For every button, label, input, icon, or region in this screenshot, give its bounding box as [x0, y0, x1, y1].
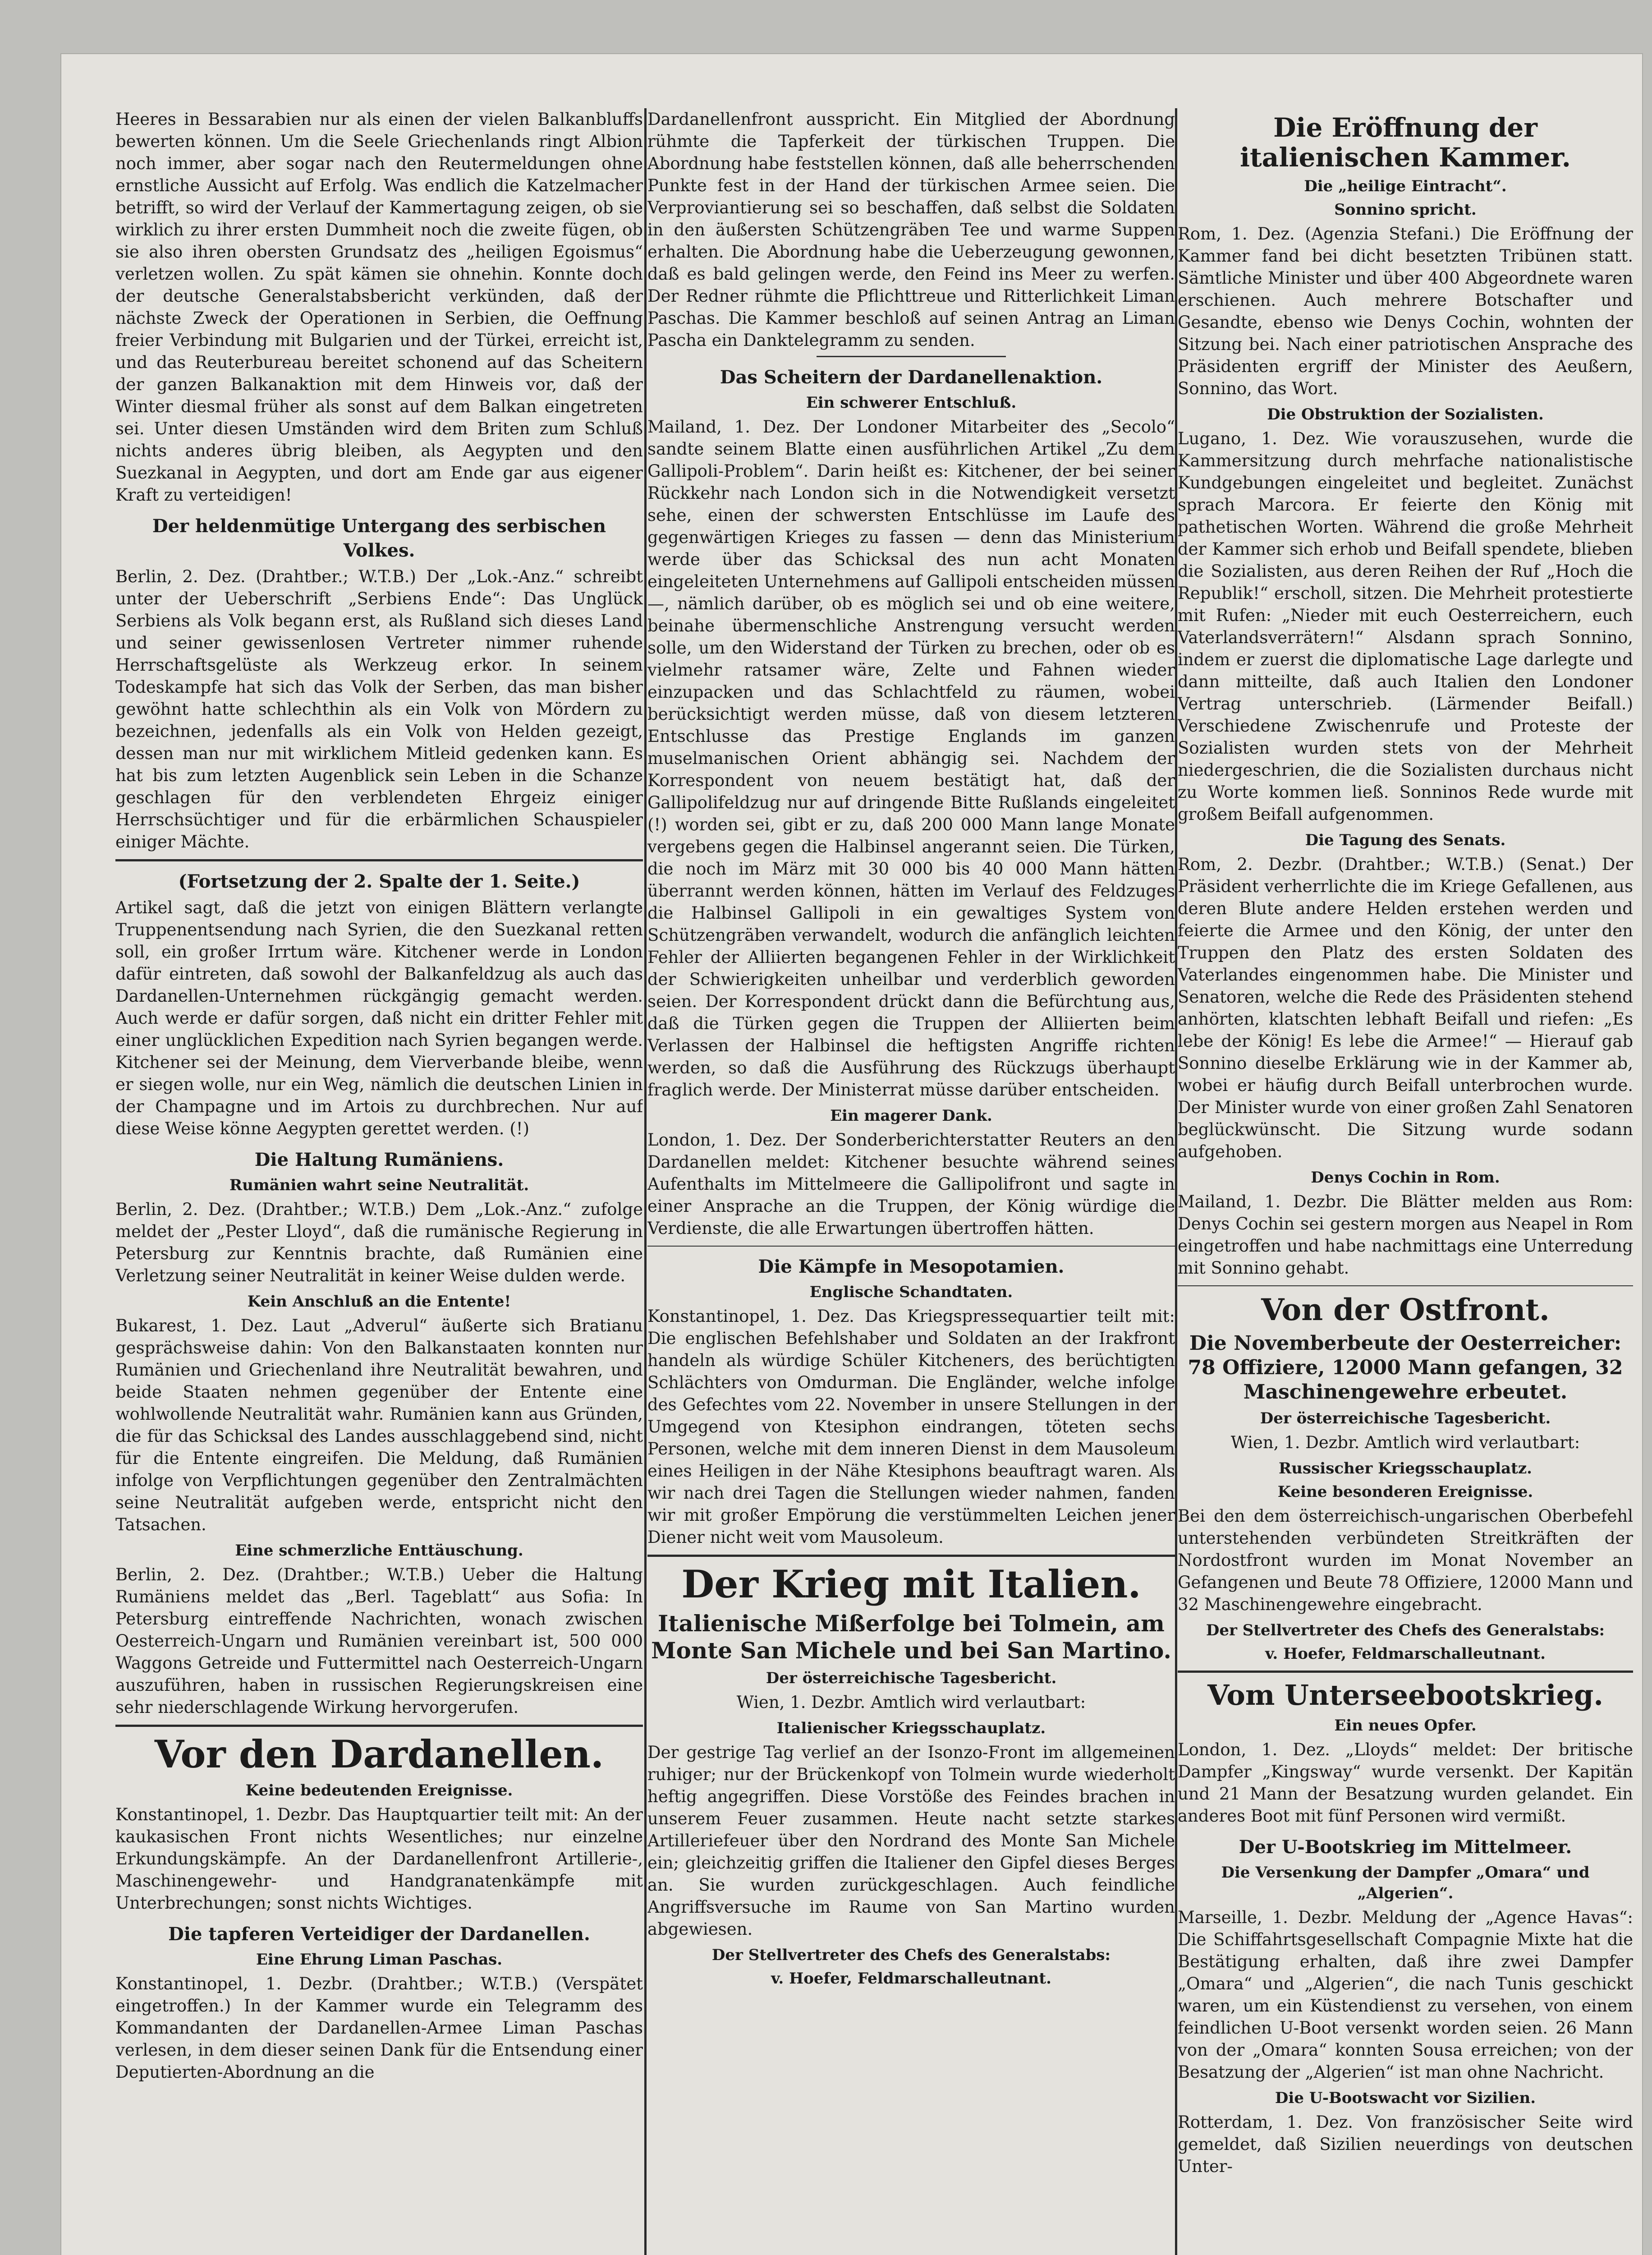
article-paragraph: Rotterdam, 1. Dez. Von französischer Seite wird gemeldet, daß Sizilien neuerdings von deutschen Unter- [1178, 2112, 1633, 2176]
subheadline: Ein neues Opfer. [1334, 1717, 1477, 1735]
article-paragraph: Wien, 1. Dezbr. Amtlich wird verlautbart: [736, 1693, 1086, 1712]
newspaper-page [61, 54, 1642, 2255]
subheadline: Ein magerer Dank. [830, 1107, 992, 1125]
subheadline: Ein schwerer Entschluß. [806, 394, 1017, 412]
subheadline: Eine schmerzliche Enttäuschung. [235, 1542, 523, 1560]
headline-scheitern: Das Scheitern der Dardanellenaktion. [720, 367, 1103, 388]
divider [1178, 1285, 1633, 1286]
headline-rumaenien: Die Haltung Rumäniens. [254, 1149, 504, 1170]
subheadline: Die „heilige Eintracht“. [1304, 177, 1507, 195]
headline-kammer: Die Eröffnung der italienischen Kammer. [1239, 112, 1571, 173]
article-paragraph: Mailand, 1. Dezbr. Die Blätter melden aus Rom: Denys Cochin sei gestern morgen aus Neapel in Rom eingetroffen und habe nachmittags eine Unterredung mit Sonnino gehabt. [1178, 1192, 1633, 1278]
headline-ostfront-sub: Die Novemberbeute der Oesterreicher: 78 Offiziere, 12000 Mann gefangen, 32 Maschinengewehre erbeutet. [1188, 1332, 1623, 1404]
headline-serben: Der heldenmütige Untergang des serbischen Volkes. [152, 515, 606, 561]
article-paragraph: Bei den dem österreichisch-ungarischen Oberbefehl unterstehenden verbündeten Streitkräften der Nordostfront wurden im Monat November an Gefangenen und Beute 78 Offiziere, 12000 Mann und 32 Maschinengewehre eingebracht. [1178, 1506, 1633, 1614]
article-paragraph: Lugano, 1. Dez. Wie vorauszusehen, wurde die Kammersitzung durch mehrfache nationalistische Kundgebungen eingeleitet und begleitet. Zunächst sprach Marcora. Er feierte den König mit pathetischen Worten. Während die große Mehrheit der Kammer sich erhob und Beifall spendete, blieben die Sozialisten, aus deren Reihen der Ruf „Hoch die Republik!“ erscholl, sitzen. Die Mehrheit protestierte mit Rufen: „Nieder mit euch Oesterreichern, euch Vaterlandsverrätern!“ Alsdann sprach Sonnino, indem er zuerst die diplomatische Lage darlegte und dann mitteilte, daß auch Italien den Londoner Vertrag unterschrieb. (Lärmender Beifall.) Verschiedene Zwischenrufe und Proteste der Sozialisten wurden stets von der Mehrheit niedergeschrien, die die Sozialisten durchaus nicht zu Worte kommen ließ. Sonninos Rede wurde mit großem Beifall aufgenommen. [1178, 429, 1633, 824]
subheadline: Englische Schandtaten. [809, 1283, 1013, 1301]
article-paragraph: Berlin, 2. Dez. (Drahtber.; W.T.B.) Ueber die Haltung Rumäniens meldet das „Berl. Tageblatt“ aus Sofia: In Petersburg eintreffende Nachrichten, wonach zwischen Oesterreich-Ungarn und Rumänien vereinbart ist, 500 000 Waggons Getreide und Futtermittel nach Oesterreich-Ungarn auszuführen, haben in russischen Regierungskreisen eine sehr niederschlagende Wirkung hervorgerufen. [115, 1565, 643, 1717]
article-paragraph: Konstantinopel, 1. Dezbr. (Drahtber.; W.T.B.) (Verspätet eingetroffen.) In der Kammer wurde ein Telegramm des Kommandanten der Dardanellen-Armee Liman Paschas verlesen, in dem dieser seinen Dank für die Entsendung einer Deputierten-Abordnung an die [115, 1974, 643, 2082]
signature-name: v. Hoefer, Feldmarschalleutnant. [771, 1970, 1051, 1988]
subheadline: Die Versenkung der Dampfer „Omara“ und „Algerien“. [1221, 1864, 1590, 1902]
headline-mittelmeer: Der U-Bootskrieg im Mittelmeer. [1239, 1836, 1572, 1858]
subheadline: Italienischer Kriegsschauplatz. [776, 1719, 1046, 1737]
signature-line: Der Stellvertreter des Chefs des Generalstabs: [711, 1946, 1111, 1964]
article-paragraph: Marseille, 1. Dezbr. Meldung der „Agence Havas“: Die Schiffahrtsgesellschaft Compagnie Mixte hat die Bestätigung erhalten, daß ihre zwei Dampfer „Omara“ und „Algerien“, die nach Tunis geschickt waren, um ein Küstendienst zu versehen, von einem feindlichen U-Boot versenkt worden seien. 26 Mann von der „Omara“ konnten Sousa erreichen; von der Besatzung der „Algerien“ ist man ohne Nachricht. [1178, 1908, 1633, 2082]
headline-unterseeboot: Vom Unterseebootskrieg. [1207, 1679, 1603, 1712]
headline-fortsetzung: (Fortsetzung der 2. Spalte der 1. Seite.) [178, 871, 580, 892]
subheadline: Der österreichische Tagesbericht. [766, 1669, 1057, 1687]
signature-name: v. Hoefer, Feldmarschalleutnant. [1265, 1645, 1546, 1663]
subheadline: Die U-Bootswacht vor Sizilien. [1275, 2089, 1536, 2107]
column-rule [1175, 108, 1177, 2255]
column-rule [644, 108, 647, 2255]
article-paragraph: Artikel sagt, daß die jetzt von einigen Blättern verlangte Truppenentsendung nach Syrien, die den Suezkanal retten soll, ein großer Irrtum wäre. Kitchener werde in London dafür eintreten, daß sowohl der Balkanfeldzug als auch das Dardanellen-Unternehmen rückgängig gemacht werden. Auch werde er dafür sorgen, daß nicht ein dritter Fehler mit einer unglücklichen Expedition nach Syrien begangen werde. Kitchener sei der Meinung, dem Vierverbande bleibe, wenn er siegen wolle, nur ein Weg, nämlich die deutschen Linien in der Champagne und im Artois zu durchbrechen. Nur auf diese Weise könne Aegypten gerettet werden. (!) [115, 898, 643, 1138]
article-paragraph: Rom, 2. Dezbr. (Drahtber.; W.T.B.) (Senat.) Der Präsident verherrlichte die im Kriege Gefallenen, aus deren Blute andere Helden erstehen werden und feierte die Armee und den König, der unter den Truppen den Platz des ersten Soldaten des Vaterlandes eingenommen habe. Die Minister und Senatoren, welche die Rede des Präsidenten stehend anhörten, klatschten lebhaft Beifall und riefen: „Es lebe der König! Es lebe die Armee!“ — Hierauf gab Sonnino dieselbe Erklärung wie in der Kammer ab, wobei er häufig durch Beifall unterbrochen wurde. Der Minister wurde von einer großen Zahl Senatoren beglückwünscht. Die Sitzung wurde sodann aufgehoben. [1178, 855, 1633, 1161]
headline-verteidiger: Die tapferen Verteidiger der Dardanellen. [168, 1924, 590, 1945]
article-paragraph: Rom, 1. Dez. (Agenzia Stefani.) Die Eröffnung der Kammer fand bei dicht besetzten Tribünen statt. Sämtliche Minister und über 400 Abgeordnete waren erschienen. Auch mehrere Botschafter und Gesandte, ebenso wie Denys Cochin, wohnten der Sitzung bei. Nach einer patriotischen Ansprache des Präsidenten ergriff der Minister des Aeußern, Sonnino, das Wort. [1178, 224, 1633, 398]
column-3 [1178, 108, 1633, 2255]
headline-italien-sub: Italienische Mißerfolge bei Tolmein, am Monte San Michele und bei San Martino. [651, 1610, 1171, 1664]
subheadline: Keine bedeutenden Ereignisse. [245, 1781, 513, 1799]
subheadline: Sonnino spricht. [1334, 201, 1477, 219]
headline-italien: Der Krieg mit Italien. [681, 1562, 1141, 1606]
article-paragraph: Berlin, 2. Dez. (Drahtber.; W.T.B.) Dem „Lok.-Anz.“ zufolge meldet der „Pester Lloyd“, daß die rumänische Regierung in Petersburg zur Kenntnis brachte, daß Rumänien eine Verletzung seiner Neutralität in keiner Weise dulden werde. [115, 1200, 643, 1285]
divider [1178, 1671, 1633, 1673]
subheadline: Rumänien wahrt seine Neutralität. [229, 1176, 529, 1194]
subheadline: Denys Cochin in Rom. [1311, 1169, 1500, 1187]
article-paragraph: Bukarest, 1. Dez. Laut „Adverul“ äußerte sich Bratianu gesprächsweise dahin: Von den Balkanstaaten konnten nur Rumänien und Griechenland ihre Neutralität bewahren, und beide Staaten nehmen gegenüber der Entente eine wohlwollende Neutralität wahr. Rumänien kann aus Gründen, die für das Schicksal des Landes ausschlaggebend sind, nicht für die Entente eingreifen. Die Meldung, daß Rumänien infolge von Verpflichtungen gegenüber den Zentralmächten seine Neutralität aufgeben werde, entspricht nicht den Tatsachen. [115, 1316, 643, 1534]
article-paragraph: Heeres in Bessarabien nur als einen der vielen Balkanbluffs bewerten können. Um die Seele Griechenlands ringt Albion noch immer, aber sogar nach den Reutermeldungen ohne ernstliche Aussicht auf Erfolg. Was endlich die Katzelmacher betrifft, so wird der Verlauf der Kammertagung zeigen, ob sie wirklich zu ihrer ersten Dummheit noch die zweite fügen, ob sie also ihren obersten Grundsatz des „heiligen Egoismus“ verletzen wollen. Zu spät kämen sie ohnehin. Konnte doch der deutsche Generalstabsbericht verkünden, daß der nächste Zweck der Operationen in Serbien, die Oeffnung freier Verbindung mit Bulgarien und der Türkei, erreicht ist, und das Reuterbureau bereitet schonend auf das Scheitern der ganzen Balkanaktion mit dem Hinweis vor, daß der Winter diesmal früher als sonst auf dem Balkan eingetreten sei. Unter diesen Umständen wird dem Briten zum Schluß nichts anderes übrig bleiben, als Aegypten und den Suezkanal in Aegypten, und dort am Ende gar aus eigener Kraft zu verteidigen! [115, 110, 643, 505]
headline-mesopotamien: Die Kämpfe in Mesopotamien. [758, 1256, 1065, 1277]
subheadline: Die Obstruktion der Sozialisten. [1267, 405, 1544, 423]
article-paragraph: Berlin, 2. Dez. (Drahtber.; W.T.B.) Der „Lok.-Anz.“ schreibt unter der Ueberschrift „Serbiens Ende“: Das Unglück Serbiens als Volk begann erst, als Rußland sich dieses Land und seiner gewissenlosen Vertreter nimmer ruhende Herrschaftsgelüste als Werkzeug erkor. In seinem Todeskampfe hat sich das Volk der Serben, das man bisher gewöhnt hatte schlechthin als ein Volk von Mördern zu bezeichnen, jedenfalls als ein Volk von Helden gezeigt, dessen man nur mit wirklichem Mitleid gedenken kann. Es hat bis zum letzten Augenblick sein Leben in die Schanze geschlagen für den verblendeten Ehrgeiz einiger Herrschsüchtiger und für die erbärmlichen Schauspieler einiger Mächte. [115, 567, 643, 851]
signature-line: Der Stellvertreter des Chefs des Generalstabs: [1206, 1621, 1605, 1639]
column-1 [115, 108, 643, 2255]
article-paragraph: Der gestrige Tag verlief an der Isonzo-Front im allgemeinen ruhiger; nur der Brückenkopf von Tolmein wurde wiederholt heftig angegriffen. Diese Vorstöße des Feindes brachen in unserem Feuer zusammen. Heute nacht setzte starkes Artilleriefeuer über den Nordrand des Monte San Michele ein; gleichzeitig griffen die Italiener den Gipfel dieses Berges an. Sie wurden zurückgeschlagen. Auch feindliche Angriffsversuche im Raume von San Martino wurden abgewiesen. [647, 1743, 1175, 1939]
divider [647, 1246, 1175, 1247]
article-paragraph: Wien, 1. Dezbr. Amtlich wird verlautbart: [1230, 1433, 1580, 1452]
divider [817, 356, 1006, 357]
article-paragraph: London, 1. Dez. „Lloyds“ meldet: Der britische Dampfer „Kingsway“ wurde versenkt. Der Kapitän und 21 Mann der Besatzung wurden gelandet. Ein anderes Boot mit fünf Personen wird vermißt. [1178, 1740, 1633, 1826]
article-paragraph: Mailand, 1. Dez. Der Londoner Mitarbeiter des „Secolo“ sandte seinem Blatte einen ausführlichen Artikel „Zu dem Gallipoli-Problem“. Darin heißt es: Kitchener, der bei seiner Rückkehr nach London sich in die Notwendigkeit versetzt sehe, einen der schwersten Entschlüsse im Laufe des gegenwärtigen Krieges zu fassen — denn das Ministerium werde über das Schicksal des nun acht Monaten eingeleiteten Unternehmens auf Gallipoli entscheiden müssen —, nämlich darüber, ob es möglich sei und ob eine weitere, beinahe übermenschliche Anstrengung versucht werden solle, um den Widerstand der Türken zu brechen, oder ob es vielmehr ratsamer wäre, Zelte und Fahnen wieder einzupacken und das Schlachtfeld zu räumen, wobei berücksichtigt werden müsse, daß von diesem letzteren Entschlusse das Prestige Englands im ganzen muselmanischen Orient abhängig sei. Nachdem der Korrespondent von neuem bestätigt hat, daß der Gallipolifeldzug nur auf dringende Bitte Rußlands eingeleitet (!) worden sei, gibt er zu, daß 200 000 Mann lange Monate vergebens gegen die Halbinsel angerannt seien. Die Türken, die noch im März mit 30 000 bis 40 000 Mann hätten überrannt werden können, hätten im Verlauf des Feldzuges die Halbinsel Gallipoli in ein gewaltiges System von Schützengräben verwandelt, wodurch die anfänglich leichten Fehler der Alliierten begangenen Fehler in der Wirklichkeit der Schwierigkeiten unheilbar und verderblich geworden seien. Der Korrespondent drückt dann die Befürchtung aus, daß die Türken gegen die Truppen der Alliierten beim Verlassen der Halbinsel die heftigsten Angriffe richten werden, so daß die Ausführung des Rückzugs überhaupt fraglich werde. Der Ministerrat müsse darüber entscheiden. [647, 417, 1175, 1100]
subheadline: Die Tagung des Senats. [1305, 831, 1506, 849]
column-2 [647, 108, 1175, 2255]
subheadline: Eine Ehrung Liman Paschas. [256, 1951, 503, 1969]
subheadline: Keine besonderen Ereignisse. [1277, 1483, 1533, 1501]
divider [115, 859, 643, 861]
subheadline: Der österreichische Tagesbericht. [1260, 1409, 1551, 1427]
article-paragraph: London, 1. Dez. Der Sonderberichterstatter Reuters an den Dardanellen meldet: Kitchener besuchte während seines Aufenthalts im Mittelmeere die Gallipolifront und sagte in einer Ansprache an die Truppen, der König würdige die Verdienste, die alle Erwartungen übertroffen hätten. [647, 1130, 1175, 1238]
divider [647, 1555, 1175, 1557]
headline-ostfront: Von der Ostfront. [1261, 1292, 1550, 1327]
article-paragraph: Dardanellenfront ausspricht. Ein Mitglied der Abordnung rühmte die Tapferkeit der türkischen Truppen. Die Abordnung habe feststellen können, daß alle beherrschenden Punkte fest in der Hand der türkischen Armee seien. Die Verproviantierung sei so beschaffen, daß selbst die Soldaten in den äußersten Schützengräben Tee und warme Suppen erhalten. Die Abordnung habe die Ueberzeugung gewonnen, daß es bald gelingen werde, den Feind ins Meer zu werfen. Der Redner rühmte die Pflichttreue und Ritterlichkeit Liman Paschas. Die Kammer beschloß auf seinen Antrag an Liman Pascha ein Danktelegramm zu senden. [647, 110, 1175, 350]
subheadline: Kein Anschluß an die Entente! [247, 1293, 511, 1311]
article-paragraph: Konstantinopel, 1. Dezbr. Das Hauptquartier teilt mit: An der kaukasischen Front nichts Wesentliches; nur einzelne Erkundungskämpfe. An der Dardanellenfront Artillerie-, Maschinengewehr- und Handgranatenkämpfe mit Unterbrechungen; sonst nichts Wichtiges. [115, 1805, 643, 1913]
divider [115, 1725, 643, 1727]
subheadline: Russischer Kriegsschauplatz. [1279, 1459, 1532, 1477]
headline-dardanellen: Vor den Dardanellen. [154, 1732, 604, 1776]
article-paragraph: Konstantinopel, 1. Dez. Das Kriegspressequartier teilt mit: Die englischen Befehlshaber und Soldaten an der Irakfront handeln als würdige Schüler Kitcheners, des berüchtigten Schlächters von Omdurman. Die Engländer, welche infolge des Gefechtes vom 22. November in unsere Stellungen in der Umgegend von Ktesiphon eindrangen, töteten sechs Personen, welche mit dem inneren Dienst in dem Mausoleum eines Heiligen in der Nähe Ktesiphons beauftragt waren. Als wir nach drei Tagen die Stellungen wieder nahmen, fanden wir mit großer Empörung die verstümmelten Leichen jener Diener nicht weit vom Mausoleum. [647, 1307, 1175, 1547]
